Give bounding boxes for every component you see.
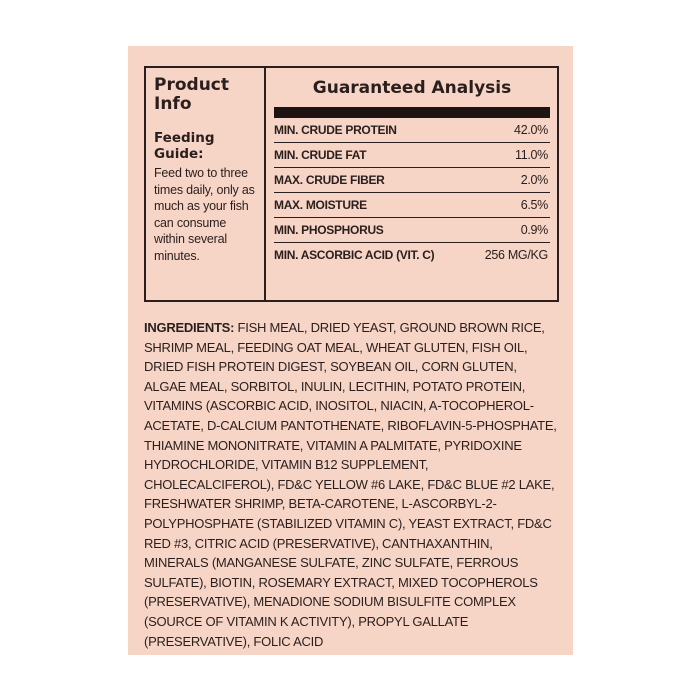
feeding-guide-title: Feeding Guide: <box>154 130 215 162</box>
analysis-header-bar <box>274 107 550 118</box>
analysis-label: MAX. CRUDE FIBER <box>274 173 385 187</box>
ingredients-label: INGREDIENTS: <box>144 320 235 335</box>
analysis-row <box>274 243 550 267</box>
analysis-value: 6.5% <box>520 198 548 212</box>
guaranteed-analysis <box>274 78 550 267</box>
analysis-value: 2.0% <box>520 173 548 187</box>
product-info-title: Product Info <box>154 75 229 114</box>
analysis-row <box>274 193 550 218</box>
analysis-value: 256 MG/KG <box>484 248 548 262</box>
panel-divider <box>264 68 266 300</box>
analysis-value: 11.0% <box>514 148 548 162</box>
analysis-row <box>274 218 550 243</box>
product-label <box>128 46 573 655</box>
product-info-column <box>154 76 260 265</box>
analysis-value: 0.9% <box>520 223 548 237</box>
analysis-row <box>274 168 550 193</box>
analysis-label: MIN. PHOSPHORUS <box>274 223 384 237</box>
analysis-row <box>274 143 550 168</box>
analysis-label: MIN. ASCORBIC ACID (VIT. C) <box>274 248 435 262</box>
analysis-label: MAX. MOISTURE <box>274 198 367 212</box>
analysis-label: MIN. CRUDE FAT <box>274 148 367 162</box>
info-panel <box>144 66 559 302</box>
guaranteed-analysis-title: Guaranteed Analysis <box>312 78 512 98</box>
analysis-value: 42.0% <box>514 123 548 137</box>
analysis-label: MIN. CRUDE PROTEIN <box>274 123 397 137</box>
analysis-row <box>274 118 550 143</box>
feeding-guide-text: Feed two to three times daily, only as much as your fish can consume within several minutes. <box>154 166 255 263</box>
ingredients-text-block <box>144 318 559 651</box>
ingredients-list: FISH MEAL, DRIED YEAST, GROUND BROWN RICE, SHRIMP MEAL, FEEDING OAT MEAL, WHEAT GLUTEN, FISH OIL, DRIED FISH PROTEIN DIGEST, SOYBEAN OIL, CORN GLUTEN, ALGAE MEAL, SORBITOL, INULIN, LECITHIN, POTATO PROTEIN, VITAMINS (ASCORBIC ACID, INOSITOL, NIACIN, A-TOCOPHEROL-ACETATE, D-CALCIUM PANTOTHENATE, RIBOFLAVIN-5-PHOSPHATE, THIAMINE MONONITRATE, VITAMIN A PALMITATE, PYRIDOXINE HYDROCHLORIDE, VITAMIN B12 SUPPLEMENT, CHOLECALCIFEROL), FD&C YELLOW #6 LAKE, FD&C BLUE #2 LAKE, FRESHWATER SHRIMP, BETA-CAROTENE, L-ASCORBYL-2-POLYPHOSPHATE (STABILIZED VITAMIN C), YEAST EXTRACT, FD&C RED #3, CITRIC ACID (PRESERVATIVE), CANTHAXANTHIN, MINERALS (MANGANESE SULFATE, ZINC SULFATE, FERROUS SULFATE), BIOTIN, ROSEMARY EXTRACT, MIXED TOCOPHEROLS (PRESERVATIVE), MENADIONE SODIUM BISULFITE COMPLEX (SOURCE OF VITAMIN K ACTIVITY), PROPYL GALLATE (PRESERVATIVE), FOLIC ACID <box>144 320 557 649</box>
